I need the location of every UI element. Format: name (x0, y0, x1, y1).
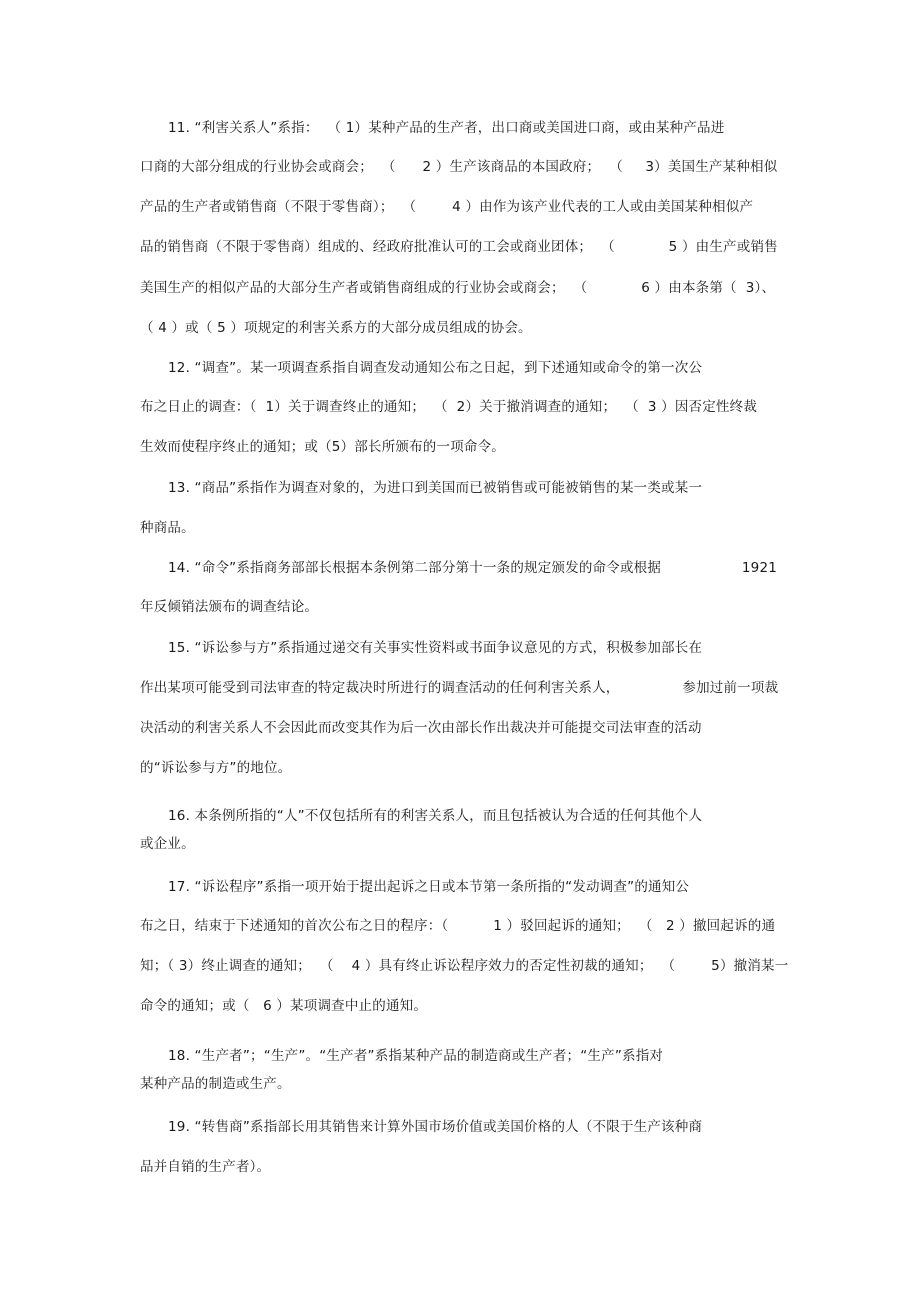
definition-15-line-4: 的“诉讼参与方”的地位。 (140, 760, 292, 776)
definition-16-line-1: 16. 本条例所指的“人”不仅包括所有的利害关系人，而且包括被认为合适的任何其他个人 (168, 808, 703, 824)
definition-17-line-1: 17. “诉讼程序”系指一项开始于提出起诉之日或本节第一条所指的“发动调查”的通知公 (168, 879, 690, 895)
definition-12-line-2: 布之日止的调查：（ 1）关于调查终止的通知； （ 2）关于撤消调查的通知； （ 3 ）因否定性终裁 (140, 399, 758, 415)
definition-11-line-2: 口商的大部分组成的行业协会或商会； （ 2 ）生产该商品的本国政府； （ 3）美国生产某种相似 (140, 159, 778, 175)
definition-11-line-1: 11. “利害关系人”系指： （ 1）某种产品的生产者，出口商或美国进口商，或由某种产品进 (168, 120, 725, 136)
definition-11-line-4: 品的销售商（不限于零售商）组成的、经政府批准认可的工会或商业团体； （ 5 ）由生产或销售 (140, 239, 778, 255)
definition-15-line-2: 作出某项可能受到司法审查的特定裁决时所进行的调查活动的任何利害关系人， 参加过前一项裁 (140, 680, 779, 696)
definition-12-line-3: 生效而使程序终止的通知；或（5）部长所颁布的一项命令。 (140, 439, 505, 455)
definition-17-line-4: 命令的通知；或（ 6 ）某项调查中止的通知。 (140, 998, 428, 1014)
definition-17-line-3: 知；（ 3）终止调查的通知； （ 4 ）具有终止诉讼程序效力的否定性初裁的通知； （ 5）撤消某一 (140, 958, 789, 974)
definition-11-line-6: （ 4 ）或（ 5 ）项规定的利害关系方的大部分成员组成的协会。 (140, 320, 532, 336)
definition-12-line-1: 12. “调查”。某一项调查系指自调查发动通知公布之日起，到下述通知或命令的第一次公 (168, 360, 703, 376)
definition-19-line-1: 19. “转售商”系指部长用其销售来计算外国市场价值或美国价格的人（不限于生产该种商 (168, 1119, 703, 1135)
definition-15-line-3: 决活动的利害关系人不会因此而改变其作为后一次由部长作出裁决并可能提交司法审查的活动 (140, 720, 702, 736)
definition-14-line-1: 14. “命令”系指商务部部长根据本条例第二部分第十一条的规定颁发的命令或根据 1921 (168, 560, 778, 576)
definition-15-line-1: 15. “诉讼参与方”系指通过递交有关事实性资料或书面争议意见的方式，积极参加部长在 (168, 640, 703, 656)
definition-13-line-1: 13. “商品”系指作为调查对象的，为进口到美国而已被销售或可能被销售的某一类或某一 (168, 480, 703, 496)
definition-14-line-2: 年反倾销法颁布的调查结论。 (140, 599, 319, 615)
definition-18-line-1: 18. “生产者”；“生产”。“生产者”系指某种产品的制造商或生产者；“生产”系指对 (168, 1048, 664, 1064)
definition-13-line-2: 种商品。 (140, 520, 195, 536)
definition-19-line-2: 品并自销的生产者）。 (140, 1159, 271, 1175)
definition-11-line-3: 产品的生产者或销售商（不限于零售商）； （ 4 ）由作为该产业代表的工人或由美国某种相似产 (140, 199, 754, 215)
definition-18-line-2: 某种产品的制造或生产。 (140, 1076, 291, 1092)
definition-17-line-2: 布之日，结束于下述通知的首次公布之日的程序：（ 1 ）驳回起诉的通知； （ 2 ）撤回起诉的通 (140, 918, 776, 934)
definition-11-line-5: 美国生产的相似产品的大部分生产者或销售商组成的行业协会或商会； （ 6 ）由本条第（ 3）、 (140, 280, 776, 296)
definition-16-line-2: 或企业。 (140, 836, 195, 852)
